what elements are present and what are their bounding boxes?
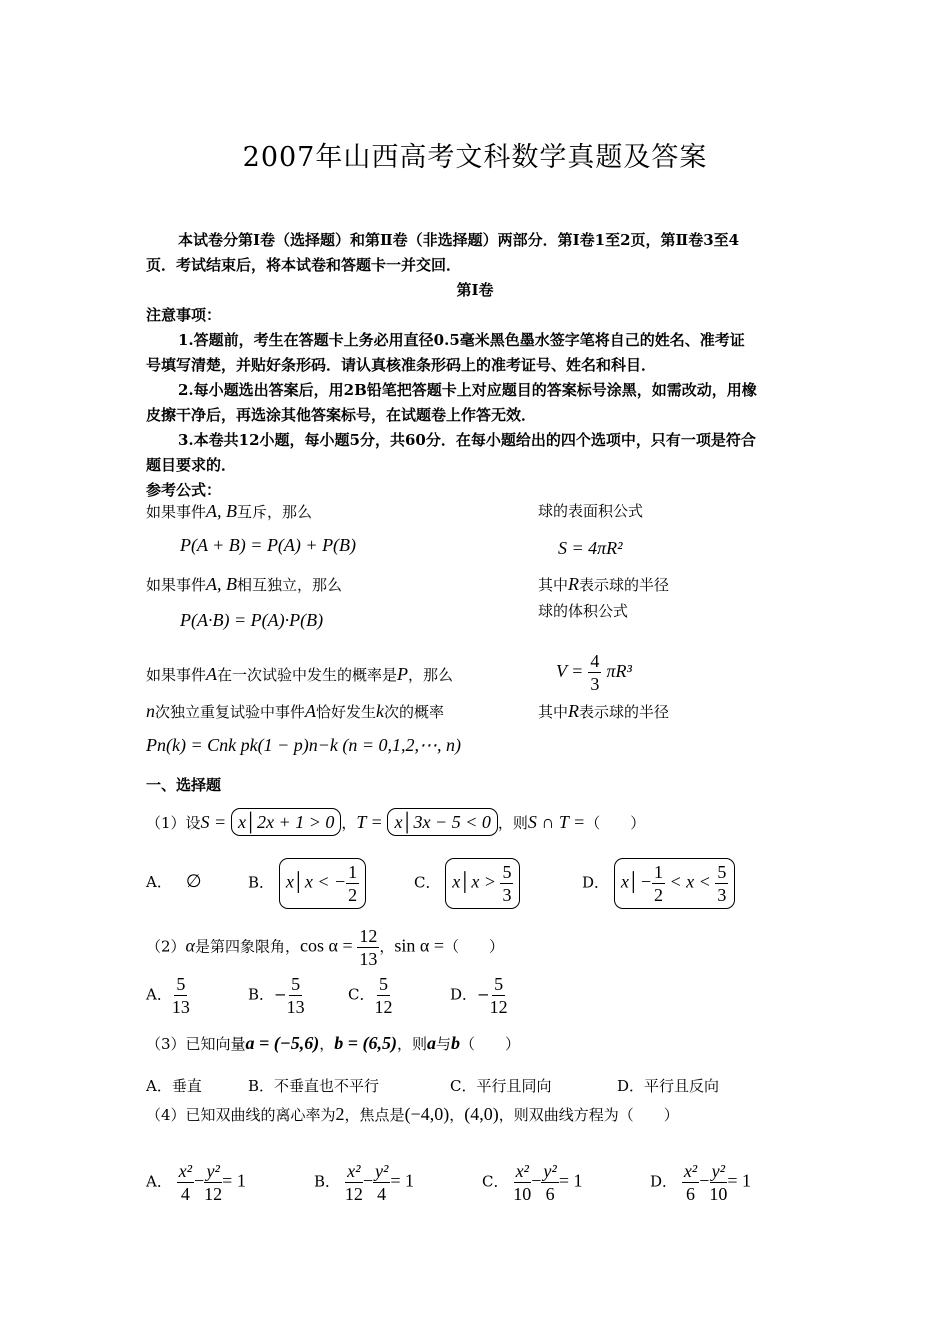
q3-option-d: D．平行且反向 [617,1077,720,1095]
intro-line-2: 页．考试结束后，将本试卷和答题卡一并交回． [146,256,462,274]
notes-heading: 注意事项： [146,306,222,324]
question-2-stem: （2）α是第四象限角，cos α = $\frac{12}{13}$ ，sin α =（ ） [146,926,504,969]
q3-option-b: B．不垂直也不平行 [248,1077,380,1095]
q1-option-c: C． x│x > $\frac{5}{3}$ [414,858,520,909]
q4-option-d: D． $\frac{\text{x²}}{6}$ − $\frac{\text{y²}}{10}$ = 1 [650,1161,752,1204]
note-2b: 皮擦干净后，再选涂其他答案标号，在试题卷上作答无效． [146,406,537,424]
intro-line-1: 本试卷分第Ⅰ卷（选择题）和第Ⅱ卷（非选择题）两部分．第Ⅰ卷1至2页，第Ⅱ卷3至4 [178,231,740,249]
sphere-radius-note-2: 其中R表示球的半径 [538,701,670,721]
q3-option-c: C．平行且同向 [450,1077,552,1095]
section-heading: 第Ⅰ卷 [456,281,494,299]
q2-option-d: D．− $\frac{5}{12}$ [450,974,508,1017]
page-title: 2007年山西高考文科数学真题及答案 [242,142,708,173]
sphere-radius-note-1: 其中R表示球的半径 [538,574,670,594]
q2-option-b: B．− $\frac{5}{13}$ [248,974,305,1017]
sphere-area-label: 球的表面积公式 [538,502,644,520]
formulas-heading: 参考公式： [146,481,222,499]
formula-1-text: 如果事件A, B互斥，那么 [146,501,313,521]
q1-option-b: B． x│x < − $\frac{1}{2}$ [248,858,366,909]
q2-option-a: A． $\frac{5}{13}$ [146,974,190,1017]
sphere-area-equation: S = 4πR² [558,538,623,558]
question-1-stem: （1）设S = x│2x + 1 > 0 ，T = x│3x − 5 < 0 ，则S ∩ T =（ ） [146,808,645,836]
formula-3-text: 如果事件A在一次试验中发生的概率是P，那么 [146,664,454,684]
sphere-volume-equation: V = $\frac{4}{3}$ πR³ [556,651,632,694]
formula-1-equation: P(A + B) = P(A) + P(B) [180,535,357,555]
q4-option-a: A． $\frac{\text{x²}}{4}$ − $\frac{\text{y²}}{12}$ = 1 [146,1161,246,1204]
note-1b: 号填写清楚，并贴好条形码．请认真核准条形码上的准考证号、姓名和科目． [146,356,657,374]
note-3b: 题目要求的． [146,456,237,474]
q2-option-c: C． $\frac{5}{12}$ [348,974,393,1017]
q1-option-d: D． x│− $\frac{1}{2}$ < x < $\frac{5}{3}$ [582,858,735,909]
question-4-stem: （4）已知双曲线的离心率为2，焦点是(−4,0)，(4,0)，则双曲线方程为（ ） [146,1104,679,1124]
q4-option-c: C． $\frac{\text{x²}}{10}$ − $\frac{\text{y²}}{6}$ = 1 [482,1161,583,1204]
question-3-stem: （3）已知向量a = (−5,6)，b = (6,5)，则a与b（ ） [146,1033,521,1053]
formula-2-equation: P(A·B) = P(A)·P(B) [180,610,324,630]
q4-option-b: B． $\frac{\text{x²}}{12}$ − $\frac{\text{y²}}{4}$ = 1 [314,1161,415,1204]
note-2a: 2.每小题选出答案后，用2B铅笔把答题卡上对应题目的答案标号涂黑，如需改动，用橡 [178,381,757,399]
note-1a: 1.答题前，考生在答题卡上务必用直径0.5毫米黑色墨水签字笔将自己的姓名、准考证 [178,331,745,349]
formula-4-equation: Pn(k) = Cnk pk(1 − p)n−k (n = 0,1,2,⋯, n) [146,735,462,755]
q1-option-a: A． ∅ [146,871,202,891]
note-3a: 3.本卷共12小题，每小题5分，共60分．在每小题给出的四个选项中，只有一项是符合 [178,431,756,449]
formula-2-text: 如果事件A, B相互独立，那么 [146,574,343,594]
q3-option-a: A．垂直 [146,1077,202,1095]
section-choice: 一、选择题 [146,776,222,794]
sphere-volume-label: 球的体积公式 [538,602,629,620]
formula-4-text: n次独立重复试验中事件A恰好发生k次的概率 [146,701,445,721]
